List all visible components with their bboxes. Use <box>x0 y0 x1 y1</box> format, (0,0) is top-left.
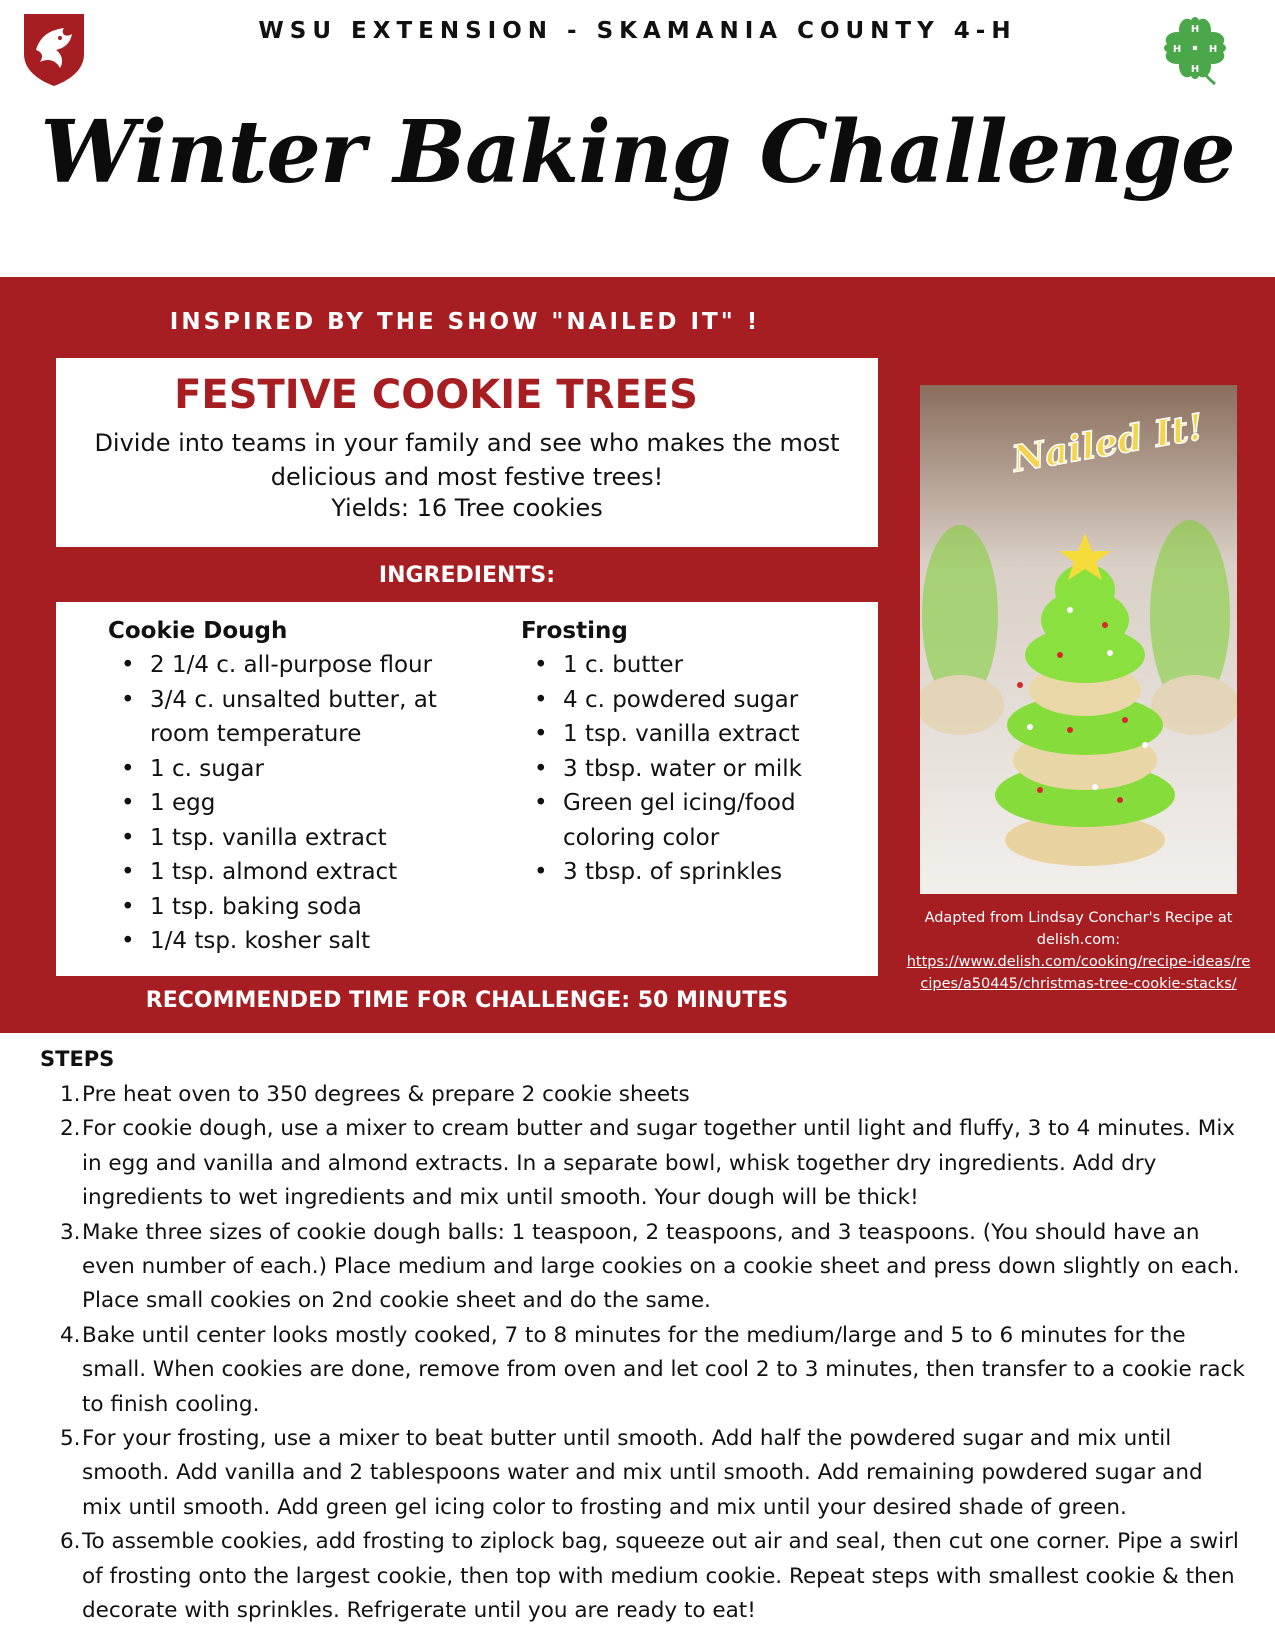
list-item: • 1 c. sugar <box>108 752 448 787</box>
step-number: 5. <box>60 1426 81 1452</box>
list-item: • 4 c. powdered sugar <box>521 683 851 718</box>
step-text: Pre heat oven to 350 degrees & prepare 2 cookie sheets <box>82 1082 690 1107</box>
page-title: Winter Baking Challenge <box>40 102 1235 203</box>
steps-list <box>40 1078 1245 1629</box>
frosting-list <box>521 648 851 890</box>
svg-text:H: H <box>1172 44 1182 55</box>
svg-text:H: H <box>1190 64 1200 75</box>
step-text: Bake until center looks mostly cooked, 7 to 8 minutes for the medium/large and 5 to 6 minutes for the small. When cookies are done, remove from oven and let cool 2 to 3 minutes, then transfer to a cookie rack to finish cooling. <box>82 1322 1245 1417</box>
list-item <box>40 1112 1245 1215</box>
list-item: • 1 tsp. vanilla extract <box>108 821 448 856</box>
cookie-dough-column <box>108 614 448 959</box>
ingredients-box <box>56 602 878 976</box>
ingredients-heading: INGREDIENTS: <box>378 563 556 588</box>
step-text: For your frosting, use a mixer to beat butter until smooth. Add half the powdered sugar and mix until smooth. Add vanilla and 2 tablespoons water and mix until smooth. Add remaining powdered sugar and mix until smooth. Add green gel icing color to frosting and mix until your desired shade of green. <box>82 1426 1203 1520</box>
step-text: To assemble cookies, add frosting to ziplock bag, squeeze out air and seal, then cut one corner. Pipe a swirl of frosting onto the largest cookie, then top with medium cookie. Repeat steps with smallest cookie & then decorate with sprinkles. Refrigerate until you are ready to eat! <box>82 1529 1239 1624</box>
list-item <box>40 1319 1245 1422</box>
cookie-dough-heading: Cookie Dough <box>108 618 288 644</box>
list-item <box>40 1525 1245 1628</box>
list-item: • 1 tsp. almond extract <box>108 855 448 890</box>
step-number: 6. <box>60 1529 81 1555</box>
steps-heading: STEPS <box>40 1047 115 1071</box>
recipe-description: Divide into teams in your family and see who makes the most delicious and most festive trees! <box>94 429 840 491</box>
inspired-by-heading: INSPIRED BY THE SHOW "NAILED IT" ! <box>169 309 761 335</box>
list-item: • 1 c. butter <box>521 648 851 683</box>
list-item <box>40 1216 1245 1319</box>
frosting-column <box>521 614 851 890</box>
intro-box <box>56 358 878 547</box>
list-item <box>40 1422 1245 1525</box>
recipe-credit <box>906 907 1251 995</box>
step-number: 2. <box>60 1116 81 1142</box>
list-item: • 1 egg <box>108 786 448 821</box>
list-item: • Green gel icing/food coloring color <box>521 786 851 855</box>
list-item <box>40 1078 1245 1112</box>
frosting-heading: Frosting <box>521 618 628 644</box>
credit-link[interactable]: https://www.delish.com/cooking/recipe-ideas/recipes/a50445/christmas-tree-cookie-stacks/ <box>906 954 1251 992</box>
step-number: 3. <box>60 1219 81 1245</box>
recipe-title: FESTIVE COOKIE TREES <box>174 372 698 418</box>
list-item: • 1 tsp. vanilla extract <box>521 717 851 752</box>
list-item: • 3 tbsp. water or milk <box>521 752 851 787</box>
step-number: 4. <box>60 1322 81 1348</box>
recipe-yields: Yields: 16 Tree cookies <box>331 494 603 522</box>
nailed-it-overlay: Nailed It! <box>1009 405 1207 481</box>
step-number: 1. <box>60 1082 81 1107</box>
list-item: • 3/4 c. unsalted butter, at room temperature <box>108 683 448 752</box>
list-item: • 1 tsp. baking soda <box>108 890 448 925</box>
list-item: • 2 1/4 c. all-purpose flour <box>108 648 448 683</box>
list-item: • 3 tbsp. of sprinkles <box>521 855 851 890</box>
svg-text:H: H <box>1190 24 1200 35</box>
cookie-dough-list <box>108 648 448 959</box>
organization-header: WSU EXTENSION - SKAMANIA COUNTY 4-H <box>258 18 1017 44</box>
step-text: Make three sizes of cookie dough balls: 1 teaspoon, 2 teaspoons, and 3 teaspoons. (You should have an even number of each.) Place medium and large cookies on a cookie sheet and press down slightly on each. Place small cookies on 2nd cookie sheet and do the same. <box>82 1219 1240 1314</box>
list-item: • 1/4 tsp. kosher salt <box>108 924 448 959</box>
cookie-tree-photo <box>920 385 1237 894</box>
step-text: For cookie dough, use a mixer to cream butter and sugar together until light and fluffy, 3 to 4 minutes. Mix in egg and vanilla and almond extracts. In a separate bowl, whisk together dry ingredients. Add dry ingredients to wet ingredients and mix until smooth. Your dough will be thick! <box>82 1116 1236 1211</box>
svg-text:H: H <box>1208 44 1218 55</box>
recommended-time: RECOMMENDED TIME FOR CHALLENGE: 50 MINUTES <box>145 988 789 1013</box>
credit-text: Adapted from Lindsay Conchar's Recipe at delish.com: <box>924 910 1233 948</box>
